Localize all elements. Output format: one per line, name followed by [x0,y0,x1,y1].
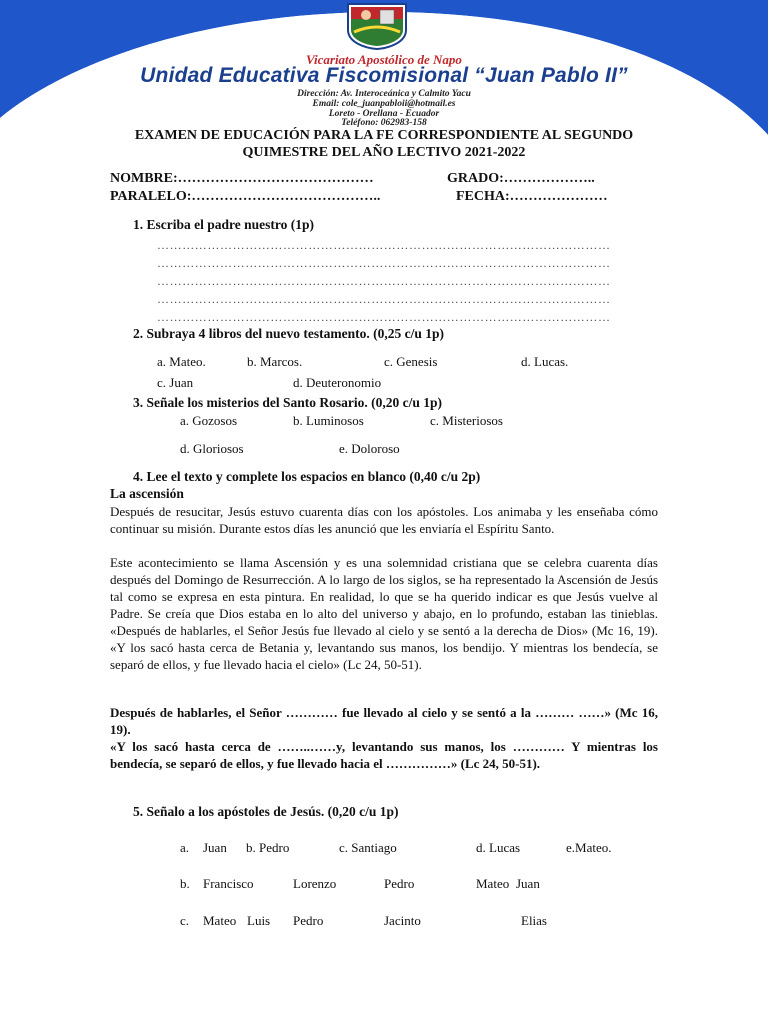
row-a-letter: a. [180,840,190,855]
option-marcos[interactable]: b. Marcos. [247,354,303,369]
reading-heading: La ascensión [110,486,184,501]
apostle-francisco[interactable]: Francisco [203,876,254,891]
school-address: Dirección: Av. Interoceánica y Calmito Yacu [297,89,471,99]
option-genesis[interactable]: c. Genesis [384,354,438,369]
apostle-elias[interactable]: Elias [521,913,547,928]
answer-line[interactable]: ……………………………………………………………………………………………… [157,310,611,324]
apostle-mateo[interactable]: Mateo [476,876,510,891]
exam-title [100,127,668,161]
answer-line[interactable]: ……………………………………………………………………………………………… [157,292,611,306]
apostle-jacinto[interactable]: Jacinto [384,913,421,928]
question-1: 1. Escriba el padre nuestro (1p) [133,217,315,232]
question-3: 3. Señale los misterios del Santo Rosario. (0,20 c/u 1p) [133,395,442,410]
fecha-field[interactable]: FECHA:………………… [456,189,608,204]
apostle-pedro[interactable]: Pedro [293,913,324,928]
option-mateo[interactable]: a. Mateo. [157,354,206,369]
option-lucas[interactable]: d. Lucas. [521,354,569,369]
vicariate-subtitle: Vicariato Apostólico de Napo [306,52,462,67]
option-doloroso[interactable]: e. Doloroso [339,441,400,456]
apostle-luis[interactable]: Luis [247,913,271,928]
paralelo-field[interactable]: PARALELO:………………………………….. [110,189,381,204]
apostle-pedro[interactable]: b. Pedro [246,840,290,855]
apostle-pedro[interactable]: Pedro [384,876,415,891]
apostle-juan[interactable]: Juan [203,840,227,855]
option-luminosos[interactable]: b. Luminosos [293,413,364,428]
reading-paragraph-2: Este acontecimiento se llama Ascensión y es una solemnidad cristiana que se celebra cuarenta días después del Domingo de Resurrección. A lo largo de los siglos, se ha representado la Ascensión de Jesús tal como se expresa en esta pintura. En realidad, lo que se ha querido indicar es que Jesús vuelve al Padre. Se creía que Dios estaba en lo alto del universo y abajo, en lo profundo, estaban las tinieblas. «Después de hablarles, el Señor Jesús fue llevado al cielo y se sentó a la derecha de Dios» (Mc 16, 19). «Y los sacó hasta cerca de Betania y, levantando sus manos, los bendijo. Y mientras los bendecía, se separó de ellos, y fue llevado hacia el cielo» (Lc 24, 50-51). [110,555,658,672]
school-email: Email: cole_juanpabloii@hotmail.es [312,99,456,109]
answer-line[interactable]: ……………………………………………………………………………………………… [157,238,611,252]
exam-title-line1: EXAMEN DE EDUCACIÓN PARA LA FE CORRESPONDIENTE AL SEGUNDO [134,128,634,143]
question-2: 2. Subraya 4 libros del nuevo testamento. (0,25 c/u 1p) [133,326,445,341]
apostle-mateo[interactable]: Mateo [203,913,237,928]
option-deuteronomio[interactable]: d. Deuteronomio [293,375,382,390]
option-juan[interactable]: c. Juan [157,375,194,390]
apostle-mateo[interactable]: e.Mateo. [566,840,612,855]
exam-title-line2: QUIMESTRE DEL AÑO LECTIVO 2021-2022 [242,145,526,160]
apostle-lucas[interactable]: d. Lucas [476,840,521,855]
answer-line[interactable]: ……………………………………………………………………………………………… [157,274,611,288]
school-logo [344,2,410,50]
school-phone: Teléfono: 062983-158 [341,118,427,128]
apostle-juan[interactable]: Juan [516,876,540,891]
option-misteriosos[interactable]: c. Misteriosos [430,413,503,428]
option-gloriosos[interactable]: d. Gloriosos [180,441,244,456]
school-name: Unidad Educativa Fiscomisional “Juan Pablo II” [140,64,628,87]
option-gozosos[interactable]: a. Gozosos [180,413,238,428]
apostle-lorenzo[interactable]: Lorenzo [293,876,337,891]
nombre-field[interactable]: NOMBRE:…………………………………… [110,171,374,186]
answer-line[interactable]: ……………………………………………………………………………………………… [157,256,611,270]
question-5: 5. Señalo a los apóstoles de Jesús. (0,20 c/u 1p) [133,804,399,819]
school-location: Loreto - Orellana - Ecuador [328,109,440,119]
row-c-letter: c. [180,913,190,928]
question-4: 4. Lee el texto y complete los espacios en blanco (0,40 c/u 2p) [133,469,481,484]
fill-blank-1[interactable]: Después de hablarles, el Señor ………… fue llevado al cielo y se sentó a la ……… ……» (Mc 16, 19). [110,705,658,737]
grado-field[interactable]: GRADO:……………….. [447,171,595,186]
apostle-santiago[interactable]: c. Santiago [339,840,397,855]
row-b-letter: b. [180,876,190,891]
reading-paragraph-1: Después de resucitar, Jesús estuvo cuarenta días con los apóstoles. Los animaba y les enseñaba cómo continuar su misión. Durante estos días les anunció que les enviaría el Espíritu Santo. [110,504,658,536]
fill-blank-2[interactable]: «Y los sacó hasta cerca de ……..……y, levantando sus manos, los ………… Y mientras los bendecía, se separó de ellos, y fue llevado hacia el ……………» (Lc 24, 50-51). [110,739,658,771]
